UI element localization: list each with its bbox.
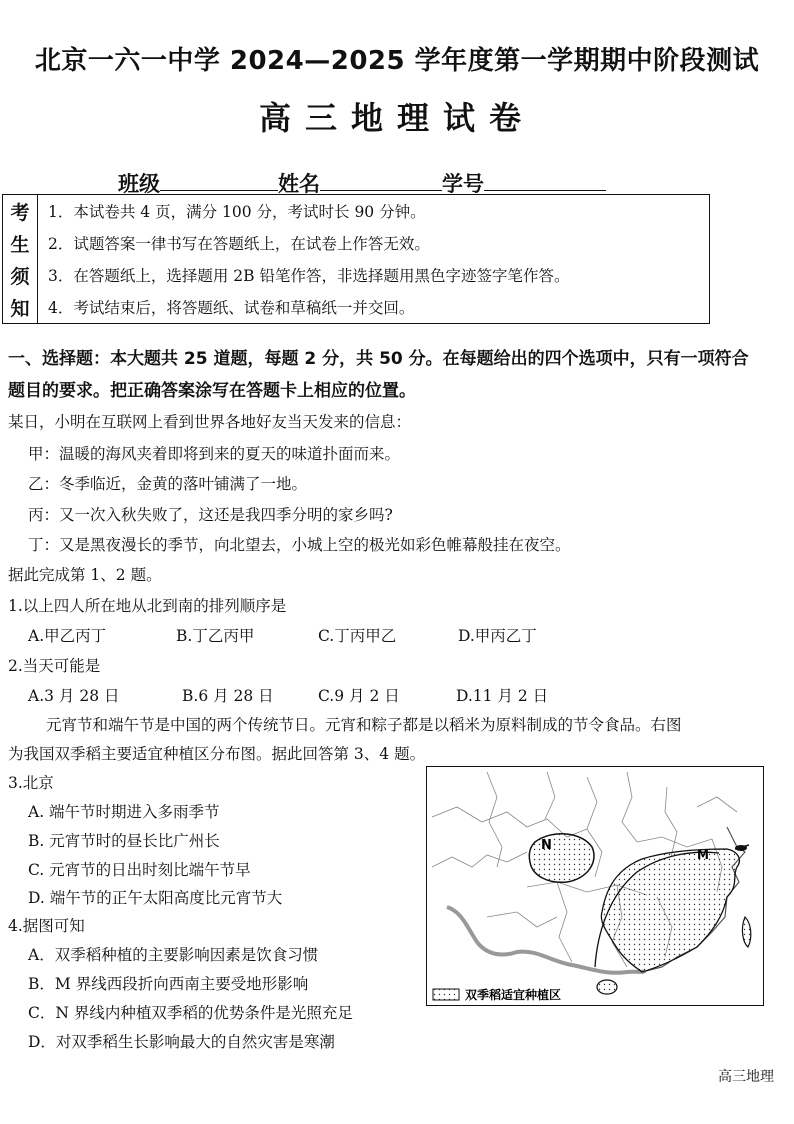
q1-option-c[interactable]: C.丁丙甲乙 [318, 627, 397, 645]
q1-option-d[interactable]: D.甲丙乙丁 [458, 627, 537, 645]
q4-option-d[interactable]: D．对双季稻生长影响最大的自然灾害是寒潮 [28, 1033, 335, 1051]
q3-option-d[interactable]: D. 端午节的正午太阳高度比元宵节大 [28, 889, 283, 907]
legend-swatch [433, 989, 459, 1000]
q2-option-b[interactable]: B.6 月 28 日 [182, 687, 274, 705]
passage2-line2: 为我国双季稻主要适宜种植区分布图。据此回答第 3、4 题。 [8, 745, 426, 763]
q2-options [28, 684, 576, 706]
q3-option-b[interactable]: B. 元宵节时的昼长比广州长 [28, 832, 220, 850]
passage1-bing: 丙：又一次入秋失败了，这还是我四季分明的家乡吗? [28, 506, 393, 524]
notice-item: 1．本试卷共 4 页，满分 100 分，考试时长 90 分钟。 [48, 203, 426, 221]
n-region [529, 834, 594, 882]
footer-text: 高三地理 [718, 1069, 774, 1085]
double-rice-region [601, 849, 739, 972]
class-blank[interactable] [160, 168, 278, 191]
passage1-ding: 丁：又是黑夜漫长的季节，向北望去，小城上空的极光如彩色帷幕般挂在夜空。 [28, 536, 571, 554]
q1-stem: 1.以上四人所在地从北到南的排列顺序是 [8, 597, 287, 615]
estuary-mark [735, 845, 747, 851]
q4-option-b[interactable]: B．M 界线西段折向西南主要受地形影响 [28, 975, 309, 993]
passage1-jia: 甲：温暖的海风夹着即将到来的夏天的味道扑面而来。 [28, 445, 401, 463]
notice-item: 3．在答题纸上，选择题用 2B 铅笔作答，非选择题用黑色字迹签字笔作答。 [48, 267, 570, 285]
exam-title: 北京一六一中学 2024—2025 学年度第一学期期中阶段测试 [34, 46, 760, 76]
double-rice-map [426, 766, 764, 1006]
q2-option-c[interactable]: C.9 月 2 日 [318, 687, 400, 705]
q4-stem: 4.据图可知 [8, 917, 85, 935]
passage1-intro: 某日，小明在互联网上看到世界各地好友当天发来的信息： [8, 413, 412, 431]
passage2-line1: 元宵节和端午节是中国的两个传统节日。元宵和粽子都是以稻米为原料制成的节令食品。右图 [46, 716, 682, 734]
q3-option-a[interactable]: A. 端午节时期进入多雨季节 [28, 803, 220, 821]
notice-item: 4．考试结束后，将答题纸、试卷和草稿纸一并交回。 [48, 299, 415, 317]
q2-option-d[interactable]: D.11 月 2 日 [456, 687, 549, 705]
notice-item: 2．试题答案一律书写在答题纸上，在试卷上作答无效。 [48, 235, 430, 253]
passage1-yi: 乙：冬季临近，金黄的落叶铺满了一地。 [28, 475, 308, 493]
legend-label: 双季稻适宜种植区 [465, 988, 562, 1002]
q1-option-a[interactable]: A.甲乙丙丁 [28, 627, 107, 645]
q2-option-a[interactable]: A.3 月 28 日 [28, 687, 120, 705]
taiwan-island [742, 917, 750, 947]
q3-option-c[interactable]: C. 元宵节的日出时刻比端午节早 [28, 861, 251, 879]
class-label: 班级 [118, 172, 160, 196]
exam-subtitle: 高三地理试卷 [258, 99, 535, 137]
q4-option-a[interactable]: A．双季稻种植的主要影响因素是饮食习惯 [28, 946, 319, 964]
name-blank[interactable] [320, 168, 442, 191]
name-label: 姓名 [278, 172, 320, 196]
q4-option-c[interactable]: C．N 界线内种植双季稻的优势条件是光照充足 [28, 1004, 353, 1022]
exam-notice-box [2, 194, 710, 324]
map-label-m: M [697, 848, 709, 862]
notice-items [38, 195, 709, 323]
map-label-n: N [541, 838, 552, 853]
passage1-instruction: 据此完成第 1、2 题。 [8, 566, 162, 584]
q1-options [28, 624, 578, 646]
q1-option-b[interactable]: B.丁乙丙甲 [176, 627, 255, 645]
notice-side-label: 考 生 须 知 [3, 195, 38, 323]
map-svg [427, 767, 762, 1004]
section-heading: 一、选择题：本大题共 25 道题，每题 2 分，共 50 分。在每题给出的四个选项中，只有一项符合 题目的要求。把正确答案涂写在答题卡上相应的位置。 [8, 349, 749, 401]
number-label: 学号 [442, 172, 484, 196]
q2-stem: 2.当天可能是 [8, 657, 101, 675]
q3-stem: 3.北京 [8, 774, 54, 792]
number-blank[interactable] [484, 168, 606, 191]
hainan-island [597, 980, 617, 994]
